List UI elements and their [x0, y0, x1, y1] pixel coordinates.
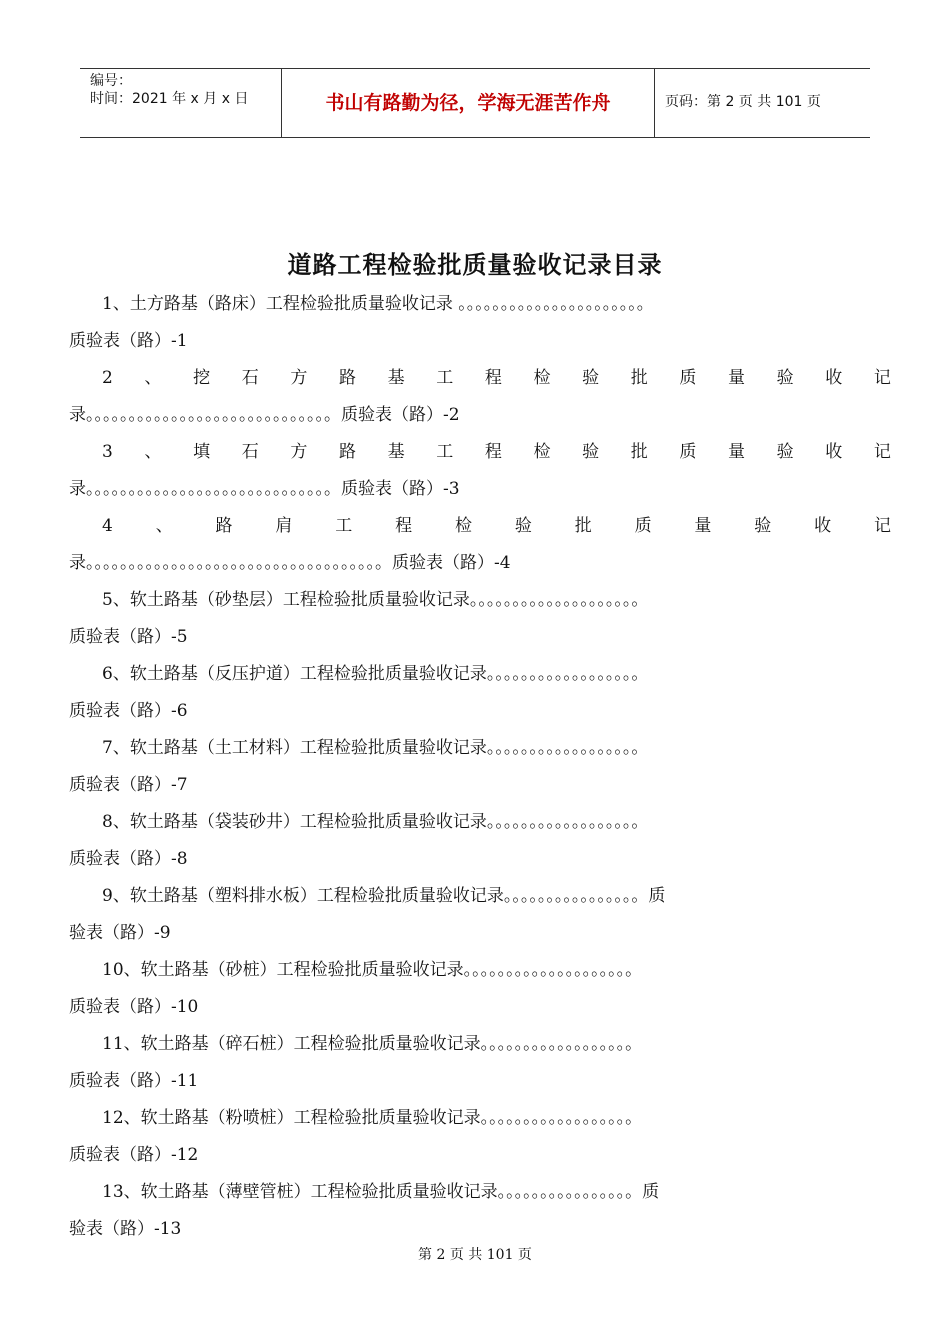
toc-entry-line-1: 9、软土路基（塑料排水板）工程检验批质量验收记录。。。。。。。。。。。。。。。。质 — [102, 886, 666, 906]
toc-entry-line-1 — [69, 508, 891, 545]
toc-entry-char: 工 — [436, 442, 454, 462]
toc-entry — [69, 952, 891, 1026]
toc-entry-line-2: 录。。。。。。。。。。。。。。。。。。。。。。。。。。。。。质验表（路）-2 — [69, 405, 460, 425]
page-header — [80, 68, 870, 138]
toc-entry-char: 方 — [290, 368, 308, 388]
toc-entry-char: 收 — [825, 368, 843, 388]
toc-entry-char: 4 — [102, 516, 113, 536]
toc-entry-char: 2 — [102, 368, 113, 388]
toc-entry-char: 肩 — [275, 516, 293, 536]
toc-entry-line-1: 10、软土路基（砂桩）工程检验批质量验收记录。。。。。。。。。。。。。。。。。。。。 — [102, 960, 643, 980]
toc-entry-char: 批 — [630, 368, 648, 388]
toc-entry-line-1: 1、土方路基（路床）工程检验批质量验收记录 。。。。。。。。。。。。。。。。。。。。。。 — [102, 294, 654, 314]
page-footer: 第 2 页 共 101 页 — [418, 1247, 532, 1263]
toc-entry-line-2: 验表（路）-13 — [69, 1219, 182, 1239]
toc-entry-char: 验 — [582, 368, 600, 388]
toc-entry — [69, 286, 891, 360]
toc-entry-line-1: 11、软土路基（碎石桩）工程检验批质量验收记录。。。。。。。。。。。。。。。。。。 — [102, 1034, 643, 1054]
header-meta-cell — [80, 69, 282, 137]
header-page-info: 页码：第 2 页 共 101 页 — [665, 94, 821, 110]
toc-entry-char: 验 — [776, 368, 794, 388]
toc-entry-line-1 — [69, 434, 891, 471]
toc-entry-line-2: 质验表（路）-1 — [69, 331, 188, 351]
toc-entry-line-1: 12、软土路基（粉喷桩）工程检验批质量验收记录。。。。。。。。。。。。。。。。。。 — [102, 1108, 643, 1128]
toc-entry-char: 路 — [338, 368, 356, 388]
toc-entry-char: 基 — [387, 368, 405, 388]
toc-entry-char: 工 — [335, 516, 353, 536]
toc-entry-line-2: 质验表（路）-8 — [69, 849, 188, 869]
toc-entry-char: 批 — [574, 516, 592, 536]
toc-entry-char: 路 — [338, 442, 356, 462]
toc-entry-char: 工 — [436, 368, 454, 388]
toc-entry — [69, 508, 891, 582]
document-date: 时间：2021 年 x 月 x 日 — [90, 91, 249, 107]
toc-entry-char: 路 — [215, 516, 233, 536]
toc-entry-char: 量 — [727, 442, 745, 462]
toc-entry-char: 石 — [241, 368, 259, 388]
toc-entry-char: 记 — [873, 368, 891, 388]
toc-entry-char: 填 — [193, 442, 211, 462]
toc-entry-line-2: 录。。。。。。。。。。。。。。。。。。。。。。。。。。。。。。。。。。。质验表（路）-4 — [69, 553, 511, 573]
toc-entry-line-2: 质验表（路）-11 — [69, 1071, 199, 1091]
toc-entry-char: 检 — [454, 516, 472, 536]
toc-entry — [69, 434, 891, 508]
document-number-label: 编号： — [90, 73, 132, 89]
toc-entry — [69, 730, 891, 804]
toc-entry-line-2: 质验表（路）-7 — [69, 775, 188, 795]
toc-entry-char: 程 — [484, 442, 502, 462]
toc-entry-line-1: 5、软土路基（砂垫层）工程检验批质量验收记录。。。。。。。。。。。。。。。。。。。。 — [102, 590, 649, 610]
toc-entry-line-2: 质验表（路）-12 — [69, 1145, 199, 1165]
toc-entry-char: 收 — [814, 516, 832, 536]
toc-entry — [69, 656, 891, 730]
toc-entry-line-1: 6、软土路基（反压护道）工程检验批质量验收记录。。。。。。。。。。。。。。。。。。 — [102, 664, 649, 684]
header-motto: 书山有路勤为径，学海无涯苦作舟 — [325, 92, 611, 114]
toc-entry-char: 石 — [241, 442, 259, 462]
header-motto-cell — [282, 69, 655, 137]
toc-entry-char: 量 — [727, 368, 745, 388]
toc-entry-line-2: 质验表（路）-5 — [69, 627, 188, 647]
toc-entry-char: 批 — [630, 442, 648, 462]
toc-entry-char: 验 — [776, 442, 794, 462]
toc-entry-line-2: 质验表（路）-6 — [69, 701, 188, 721]
toc-entry-line-2: 质验表（路）-10 — [69, 997, 199, 1017]
toc-entry-line-2: 验表（路）-9 — [69, 923, 171, 943]
toc-entry-char: 检 — [533, 442, 551, 462]
toc-entry-char: 验 — [514, 516, 532, 536]
page-title: 道路工程检验批质量验收记录目录 — [287, 251, 663, 279]
toc-entry-char: 量 — [694, 516, 712, 536]
toc-entry-char: 质 — [634, 516, 652, 536]
toc-entry-line-1 — [69, 360, 891, 397]
toc-entry — [69, 804, 891, 878]
toc-entry-line-1: 13、软土路基（薄壁管桩）工程检验批质量验收记录。。。。。。。。。。。。。。。。质 — [102, 1182, 660, 1202]
toc-entry-char: 质 — [679, 368, 697, 388]
toc-entry-char: 质 — [679, 442, 697, 462]
toc-entry — [69, 360, 891, 434]
header-page-cell — [655, 69, 870, 137]
toc-entry — [69, 582, 891, 656]
toc-entry-char: 程 — [484, 368, 502, 388]
toc-entry-char: 挖 — [193, 368, 211, 388]
toc-entry-char: 验 — [582, 442, 600, 462]
toc-entry — [69, 1100, 891, 1174]
toc-entry-char: 3 — [102, 442, 113, 462]
toc-entry — [69, 878, 891, 952]
toc-entry-char: 程 — [395, 516, 413, 536]
table-of-contents — [69, 286, 891, 1248]
toc-entry — [69, 1174, 891, 1248]
toc-entry — [69, 1026, 891, 1100]
toc-entry-line-1: 7、软土路基（土工材料）工程检验批质量验收记录。。。。。。。。。。。。。。。。。。 — [102, 738, 649, 758]
toc-entry-char: 、 — [144, 368, 162, 388]
toc-entry-char: 基 — [387, 442, 405, 462]
toc-entry-char: 记 — [874, 516, 891, 536]
toc-entry-char: 、 — [144, 442, 162, 462]
toc-entry-char: 验 — [754, 516, 772, 536]
toc-entry-char: 记 — [873, 442, 891, 462]
toc-entry-char: 、 — [155, 516, 173, 536]
toc-entry-line-1: 8、软土路基（袋装砂井）工程检验批质量验收记录。。。。。。。。。。。。。。。。。。 — [102, 812, 649, 832]
toc-entry-char: 方 — [290, 442, 308, 462]
toc-entry-char: 检 — [533, 368, 551, 388]
toc-entry-line-2: 录。。。。。。。。。。。。。。。。。。。。。。。。。。。。。质验表（路）-3 — [69, 479, 460, 499]
toc-entry-char: 收 — [825, 442, 843, 462]
